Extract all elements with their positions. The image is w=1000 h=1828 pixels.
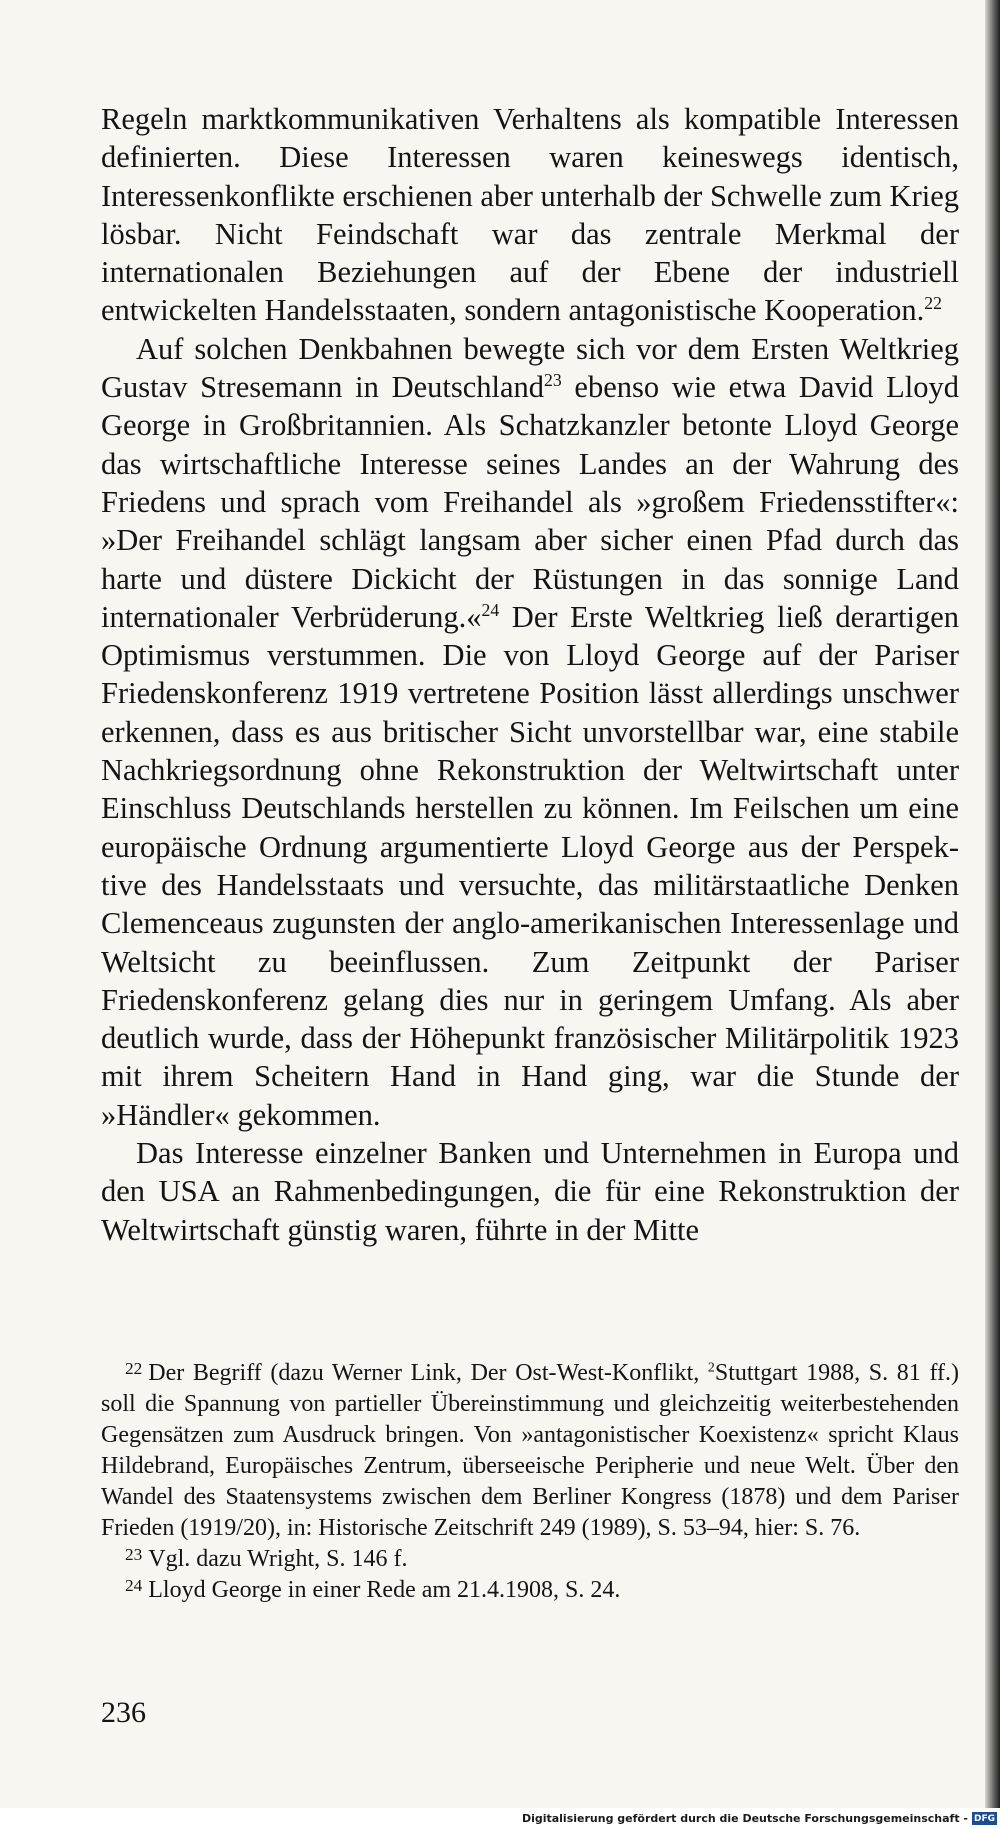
main-text xyxy=(101,100,959,1249)
paragraph-text: Regeln marktkommunikativen Verhaltens als kompatible Interessen definierten. Diese Interessen waren keineswegs identisch, Interessenkonflikte erschienen aber unterhalb der Schwelle zum Krieg lösbar. Nicht Feindschaft war das zentrale Merkmal der internationalen Beziehungen auf der Ebene der industriell entwickelten Handelsstaaten, sondern antagonistische Kooperation. xyxy=(101,102,959,328)
paragraph-2 xyxy=(101,330,959,1134)
footnote-mark: 23 xyxy=(125,1545,143,1565)
footnote-text: Stuttgart 1988, S. 81 ff.) soll die Spannung von partieller Übereinstimmung und gleichzeitig weiterbestehenden Gegensätzen zum Ausdruck bringen. Von »antagonistischer Koexistenz« spricht Klaus Hildebrand, Europäisches Zentrum, überseeische Peripherie und neue Welt. Über den Wandel des Staatensystems zwischen dem Berliner Kongress (1878) und dem Pariser Frieden (1919/20), in: Historische Zeitschrift 249 (1989), S. 53–94, hier: S. 76. xyxy=(101,1360,959,1541)
paragraph-1 xyxy=(101,100,959,330)
footnote-text: Lloyd George in einer Rede am 21.4.1908, S. 24. xyxy=(148,1577,621,1603)
footnote-text: Vgl. dazu Wright, S. 146 f. xyxy=(148,1546,408,1572)
footnote-23 xyxy=(101,1544,959,1575)
paragraph-text: Der Erste Weltkrieg ließ derartigen Optimismus verstummen. Die von Lloyd George auf der Pariser Friedenskonferenz 1919 vertretene Position lässt allerdings unschwer erkennen, dass es aus britischer Sicht unvorstellbar war, eine stabile Nachkriegsordnung ohne Rekonstruktion der Weltwirtschaft unter Einschluss Deutschlands herstellen zu können. Im Feilschen um eine europäische Ordnung argumentierte Lloyd George aus der Perspektive des Handelsstaats und versuchte, das militärstaatliche Denken Clemenceaus zugunsten der anglo-amerikanischen Interessenlage und Weltsicht zu beeinflussen. Zum Zeitpunkt der Pariser Friedenskonferenz gelang dies nur in geringem Umfang. Als aber deutlich wurde, dass der Höhepunkt französischer Militärpolitik 1923 mit ihrem Scheitern Hand in Hand ging, war die Stunde der »Händler« gekommen. xyxy=(101,599,959,1132)
paragraph-text: Das Interesse einzelner Banken und Unternehmen in Europa und den USA an Rahmenbedingungen, die für eine Rekonstruktion der Weltwirtschaft günstig waren, führte in der Mitte xyxy=(101,1136,959,1247)
footnote-ref: 24 xyxy=(481,599,500,620)
book-spine-shadow xyxy=(985,0,1000,1808)
footnotes xyxy=(101,1358,959,1606)
footnote-mark: 22 xyxy=(125,1359,143,1379)
page-number: 236 xyxy=(101,1696,146,1729)
footnote-ref: 22 xyxy=(924,293,942,314)
footnote-mark: 24 xyxy=(125,1576,143,1596)
paragraph-3 xyxy=(101,1134,959,1249)
scan-footer xyxy=(0,1808,1000,1828)
footnote-text: Der Begriff (dazu Werner Link, Der Ost-West-Konflikt, xyxy=(148,1360,708,1386)
edition-number: 2 xyxy=(707,1360,715,1376)
digitization-note: Digitalisierung gefördert durch die Deutsche Forschungsgemeinschaft - xyxy=(521,1812,968,1825)
paragraph-text: ebenso wie etwa David Lloyd George in Großbritannien. Als Schatzkanzler betonte Lloyd George das wirtschaftliche Interesse seines Landes an der Wahrung des Friedens und sprach vom Freihandel als »großem Friedensstifter«: »Der Freihandel schlägt langsam aber sicher einen Pfad durch das harte und düstere Dickicht der Rüstungen in das sonnige Land internationaler Verbrüderung.« xyxy=(101,370,959,634)
footnote-24 xyxy=(101,1575,959,1606)
paragraph-text: Auf solchen Denkbahnen bewegte sich vor dem Ersten Weltkrieg Gustav Stresemann in Deutschland xyxy=(101,331,959,405)
dfg-logo-icon: DFG xyxy=(973,1813,995,1824)
footnote-ref: 23 xyxy=(544,370,562,391)
footnote-22 xyxy=(101,1358,959,1544)
